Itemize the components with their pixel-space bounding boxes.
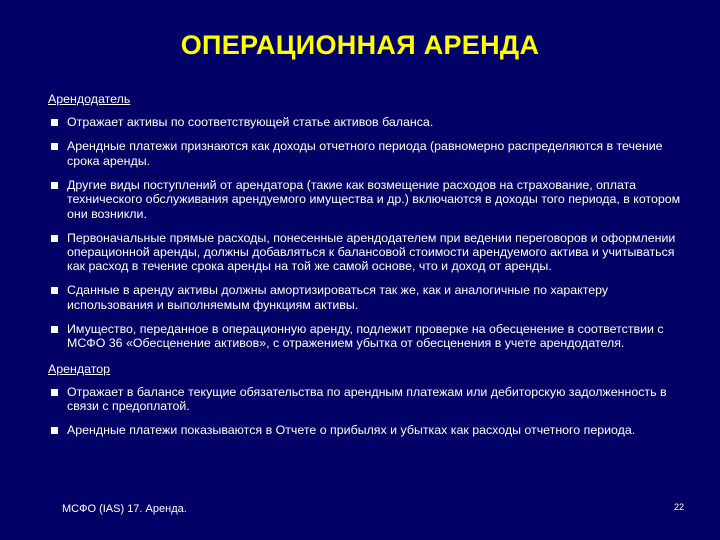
lessor-heading: Арендодатель — [48, 92, 131, 106]
square-bullet-icon — [51, 326, 58, 333]
lessee-item-text: Отражает в балансе текущие обязательства по арендным платежам или дебиторскую задолженность в связи с предоплатой. — [67, 385, 667, 414]
lessor-item — [48, 231, 693, 274]
lessor-item-text: Другие виды поступлений от арендатора (такие как возмещение расходов на страхование, оплата технического обслуживания арендуемого имущества и др.) включаются в доходы того периода, в котором они возникли. — [67, 177, 681, 221]
square-bullet-icon — [51, 427, 58, 434]
lessor-item — [48, 322, 693, 351]
lessee-item — [48, 385, 693, 414]
square-bullet-icon — [51, 389, 58, 396]
lessor-item-text: Сданные в аренду активы должны амортизироваться так же, как и аналогичные по характеру использования и выполняемым функциям активы. — [67, 283, 609, 312]
square-bullet-icon — [51, 119, 58, 126]
lessee-heading: Арендатор — [48, 361, 111, 376]
lessor-item — [48, 139, 693, 168]
square-bullet-icon — [51, 182, 58, 189]
square-bullet-icon — [51, 235, 58, 242]
lessor-item-text: Отражает активы по соответствующей статье активов баланса. — [67, 115, 434, 130]
square-bullet-icon — [51, 287, 58, 294]
footer-source: МСФО (IAS) 17. Аренда. — [62, 503, 187, 515]
lessor-item-text: Первоначальные прямые расходы, понесенные арендодателем при ведении переговоров и оформлении операционной аренды, должны добавляться к балансовой стоимости арендуемого актива и учитываться как расход в течение срока аренды на той же самой основе, что и доход от аренды. — [67, 230, 676, 274]
lessee-item-text: Арендные платежи показываются в Отчете о прибылях и убытках как расходы отчетного периода. — [67, 423, 636, 438]
slide-content — [48, 92, 693, 447]
square-bullet-icon — [51, 143, 58, 150]
lessor-item — [48, 115, 693, 129]
lessor-item-text: Имущество, переданное в операционную аренду, подлежит проверке на обесценение в соответствии с МСФО 36 «Обесценение активов», с отражением убытка от обесценения в учете арендодателя. — [67, 321, 664, 351]
lessee-item — [48, 423, 693, 437]
slide-title: ОПЕРАЦИОННАЯ АРЕНДА — [180, 30, 540, 60]
page-number: 22 — [673, 502, 684, 512]
lessor-item — [48, 283, 693, 312]
lessor-item — [48, 178, 693, 221]
lessor-item-text: Арендные платежи признаются как доходы отчетного периода (равномерно распределяются в течение срока аренды. — [67, 139, 663, 168]
